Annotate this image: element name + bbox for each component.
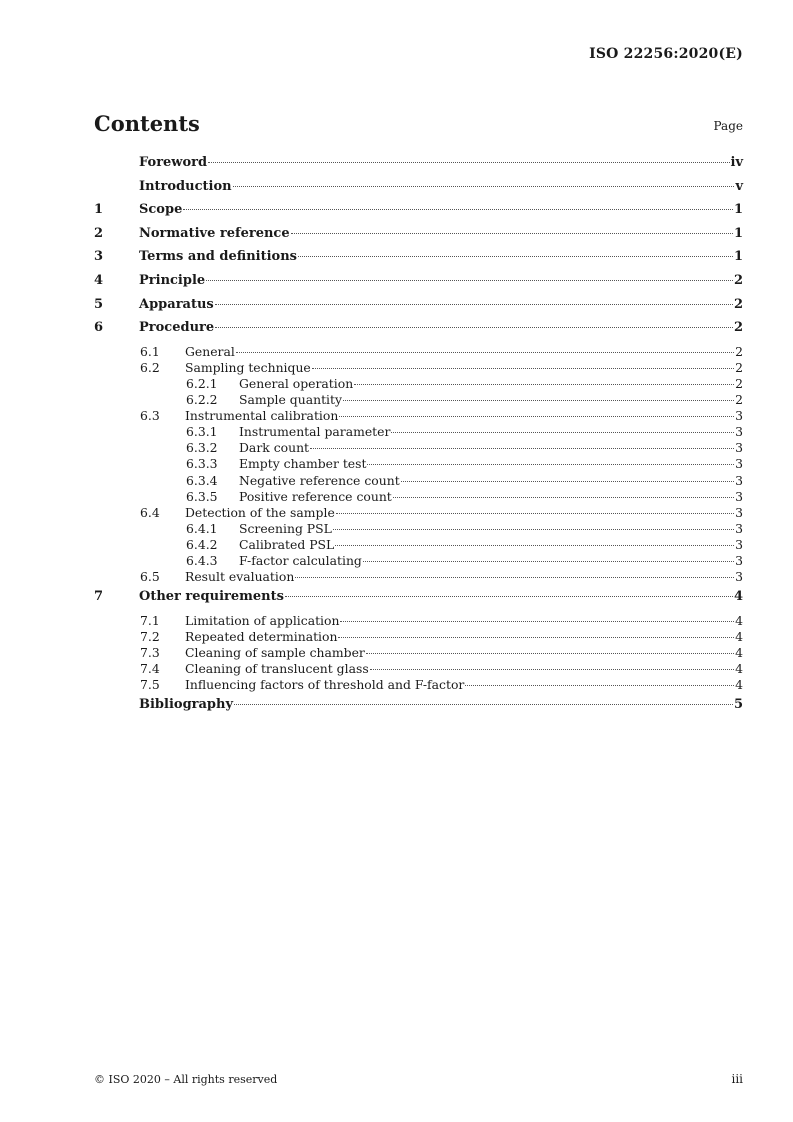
toc-entry-page: 3 (735, 440, 743, 456)
toc-entry-title: Normative reference (139, 225, 290, 241)
toc-entry[interactable] (94, 661, 743, 677)
toc-entry-number: 6.4.2 (186, 536, 218, 552)
toc-entry-number: 6.2.2 (186, 392, 218, 408)
toc-entry-page: 3 (735, 424, 743, 440)
toc-entry-number: 6.4.3 (186, 552, 218, 568)
toc-entry-number: 7.3 (140, 644, 160, 660)
toc-entry-number: 6.3.5 (186, 488, 218, 504)
toc-entry[interactable] (94, 697, 743, 721)
toc-entry-number: 6.2.1 (186, 375, 218, 391)
toc-leader-dots (298, 256, 733, 257)
toc-entry-title: Cleaning of sample chamber (185, 644, 365, 660)
toc-entry-number: 3 (94, 249, 104, 265)
toc-entry-number: 6.5 (140, 569, 160, 585)
toc-leader-dots (401, 481, 734, 482)
toc-leader-dots (340, 621, 734, 622)
toc-entry-page: 4 (735, 677, 743, 693)
toc-entry-title: Dark count (239, 440, 310, 456)
toc-leader-dots (465, 685, 734, 686)
toc-entry-number: 6 (94, 320, 104, 336)
toc-entry-page: 3 (735, 536, 743, 552)
toc-entry-title: Instrumental parameter (239, 424, 391, 440)
toc-entry-title: Negative reference count (239, 472, 400, 488)
toc-leader-dots (354, 384, 734, 385)
toc-entry-page: 3 (735, 552, 743, 568)
toc-entry-page: 2 (735, 375, 743, 391)
toc-entry-number: 7 (94, 589, 104, 605)
toc-entry-number: 6.3.1 (186, 424, 218, 440)
toc-leader-dots (336, 513, 734, 514)
toc-entry[interactable] (94, 505, 743, 521)
toc-entry[interactable] (94, 569, 743, 585)
toc-leader-dots (367, 464, 734, 465)
toc-entry-title: Instrumental calibration (185, 408, 339, 424)
toc-entry-page: v (735, 178, 743, 194)
toc-entry[interactable] (94, 226, 743, 250)
toc-entry-page: 3 (735, 569, 743, 585)
toc-leader-dots (391, 432, 734, 433)
toc-entry-title: Bibliography (139, 697, 234, 713)
toc-leader-dots (183, 209, 733, 210)
toc-entry[interactable] (94, 249, 743, 273)
toc-entry-page: 3 (735, 520, 743, 536)
toc-entry-page: 1 (733, 249, 743, 265)
toc-entry-number: 7.5 (140, 677, 160, 693)
toc-entry-page: 2 (735, 392, 743, 408)
page-column-label: Page (713, 119, 743, 133)
toc-entry-title: Empty chamber test (239, 456, 367, 472)
toc-entry-page: 5 (733, 697, 743, 713)
toc-entry[interactable] (94, 589, 743, 613)
toc-leader-dots (291, 233, 733, 234)
toc-entry-page: 2 (733, 296, 743, 312)
toc-entry-number: 7.1 (140, 612, 160, 628)
toc-entry-title: Procedure (139, 320, 215, 336)
toc-entry-page: 2 (735, 359, 743, 375)
toc-entry-title: Positive reference count (239, 488, 392, 504)
toc-entry-page: 4 (735, 644, 743, 660)
toc-leader-dots (208, 162, 729, 163)
toc-entry[interactable] (94, 473, 743, 489)
toc-entry-number: 6.2 (140, 359, 160, 375)
toc-entry[interactable] (94, 677, 743, 693)
toc-leader-dots (236, 352, 734, 353)
toc-entry-number: 6.3.2 (186, 440, 218, 456)
toc-leader-dots (310, 448, 734, 449)
toc-entry[interactable] (94, 202, 743, 226)
toc-entry-title: Sample quantity (239, 392, 342, 408)
document-id: ISO 22256:2020(E) (589, 46, 743, 62)
toc-entry-page: 2 (733, 320, 743, 336)
toc-entry-page: 2 (735, 343, 743, 359)
toc-entry[interactable] (94, 613, 743, 629)
toc-entry-page: 3 (735, 504, 743, 520)
toc-entry-title: Sampling technique (185, 359, 311, 375)
toc-leader-dots (363, 561, 734, 562)
toc-entry-number: 6.3 (140, 408, 160, 424)
toc-entry-title: F-factor calculating (239, 552, 362, 568)
toc-leader-dots (312, 368, 734, 369)
toc-entry[interactable] (94, 392, 743, 408)
toc-entry-title: Other requirements (139, 589, 284, 605)
toc-entry-page: 4 (735, 628, 743, 644)
contents-title: Contents (94, 111, 200, 136)
toc-leader-dots (366, 653, 734, 654)
toc-entry-page: 3 (735, 456, 743, 472)
toc-leader-dots (343, 400, 734, 401)
toc-entry-page: 4 (733, 589, 743, 605)
toc-entry-title: Scope (139, 202, 183, 218)
toc-leader-dots (285, 596, 733, 597)
toc-entry-title: Detection of the sample (185, 504, 335, 520)
toc-leader-dots (215, 304, 733, 305)
toc-entry-page: 3 (735, 472, 743, 488)
toc-entry-title: Apparatus (139, 296, 214, 312)
toc-leader-dots (370, 669, 734, 670)
copyright-notice: © ISO 2020 – All rights reserved (94, 1073, 278, 1086)
toc-entry-title: Cleaning of translucent glass (185, 661, 369, 677)
toc-entry-number: 7.2 (140, 628, 160, 644)
toc-entry-title: Limitation of application (185, 612, 340, 628)
toc-entry-title: General (185, 343, 235, 359)
toc-leader-dots (215, 327, 733, 328)
toc-entry-number: 6.3.3 (186, 456, 218, 472)
toc-entry-page: 1 (733, 225, 743, 241)
toc-entry-page: 1 (733, 202, 743, 218)
toc-entry[interactable] (94, 376, 743, 392)
toc-leader-dots (206, 280, 733, 281)
toc-entry[interactable] (94, 344, 743, 360)
toc-entry-title: Influencing factors of threshold and F-factor (185, 677, 465, 693)
toc-entry[interactable] (94, 297, 743, 321)
toc-entry-page: 3 (735, 488, 743, 504)
toc-leader-dots (335, 545, 734, 546)
toc-leader-dots (233, 186, 735, 187)
toc-entry-title: Terms and definitions (139, 249, 297, 265)
toc-entry-title: Foreword (139, 155, 208, 170)
toc-entry-page: 4 (735, 612, 743, 628)
toc-entry-page: iv (730, 155, 743, 170)
toc-entry-number: 6.4.1 (186, 520, 218, 536)
toc-entry-number: 1 (94, 202, 104, 218)
toc-entry[interactable] (94, 320, 743, 344)
toc-entry[interactable] (94, 645, 743, 661)
toc-entry[interactable] (94, 155, 743, 179)
toc-leader-dots (338, 637, 734, 638)
toc-entry-title: Repeated determination (185, 628, 338, 644)
toc-leader-dots (339, 416, 734, 417)
toc-entry[interactable] (94, 629, 743, 645)
toc-entry-page: 2 (733, 272, 743, 288)
toc-entry-number: 7.4 (140, 661, 160, 677)
page-number: iii (731, 1072, 743, 1086)
toc-entry-title: Calibrated PSL (239, 536, 335, 552)
toc-leader-dots (333, 529, 734, 530)
toc-entry[interactable] (94, 179, 743, 203)
toc-entry[interactable] (94, 521, 743, 537)
toc-leader-dots (234, 704, 733, 705)
toc-entry[interactable] (94, 440, 743, 456)
toc-entry-title: General operation (239, 375, 354, 391)
toc-entry-number: 6.4 (140, 504, 160, 520)
toc-leader-dots (393, 497, 734, 498)
toc-entry-title: Principle (139, 272, 206, 288)
toc-entry[interactable] (94, 424, 743, 440)
toc-entry-title: Introduction (139, 178, 232, 194)
toc-entry[interactable] (94, 408, 743, 424)
toc-entry[interactable] (94, 537, 743, 553)
toc-entry-page: 3 (735, 408, 743, 424)
toc-entry-number: 6.3.4 (186, 472, 218, 488)
toc-entry-title: Result evaluation (185, 569, 295, 585)
toc-entry-number: 4 (94, 272, 104, 288)
toc-entry[interactable] (94, 273, 743, 297)
toc-entry-number: 6.1 (140, 343, 160, 359)
toc-entry-page: 4 (735, 661, 743, 677)
toc-leader-dots (295, 577, 734, 578)
toc-entry[interactable] (94, 489, 743, 505)
toc-entry-number: 5 (94, 296, 104, 312)
toc-entry-title: Screening PSL (239, 520, 332, 536)
toc-entry[interactable] (94, 553, 743, 569)
table-of-contents (94, 155, 743, 721)
toc-entry-number: 2 (94, 225, 104, 241)
toc-entry[interactable] (94, 456, 743, 472)
toc-entry[interactable] (94, 360, 743, 376)
